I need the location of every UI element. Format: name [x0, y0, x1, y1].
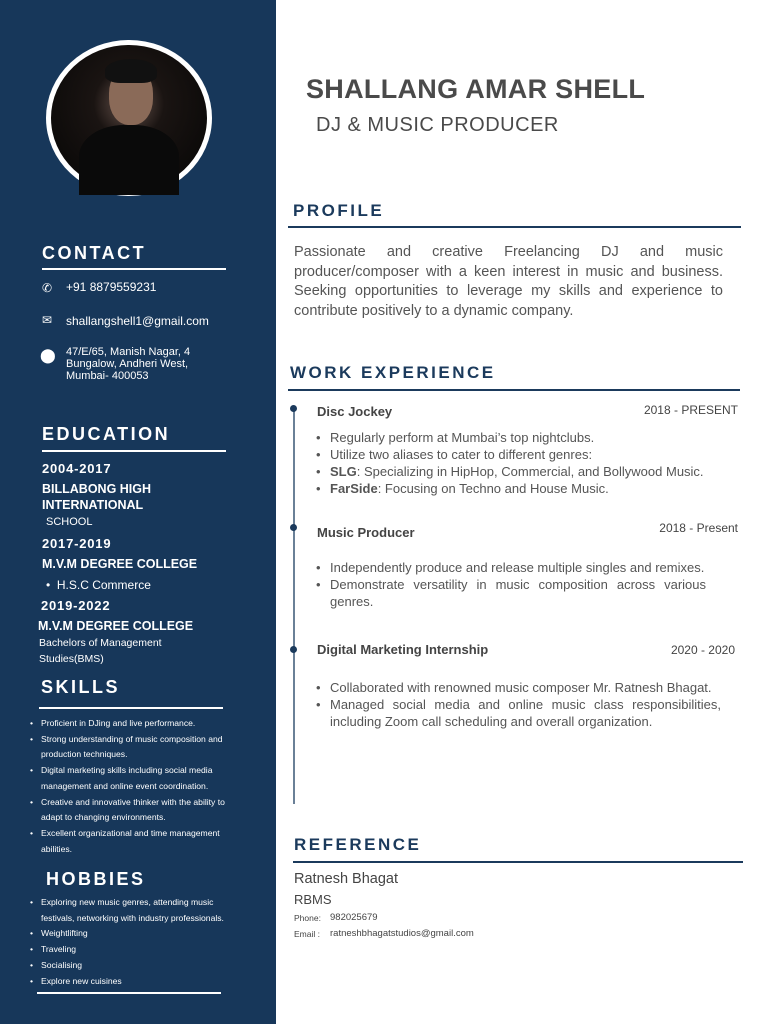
education-years: 2004-2017 — [42, 461, 112, 476]
contact-heading: CONTACT — [42, 243, 147, 263]
job-title: Music Producer — [317, 525, 415, 540]
profile-heading: PROFILE — [293, 201, 385, 220]
hobby-item: • Weightlifting — [29, 926, 247, 942]
skills-heading: SKILLS — [41, 677, 121, 697]
timeline-dot — [290, 646, 297, 653]
contact-phone: +91 8879559231 — [66, 280, 157, 294]
reference-name: Ratnesh Bhagat — [294, 871, 398, 887]
reference-phone: 982025679 — [330, 912, 378, 923]
hobby-item: • Traveling — [29, 942, 247, 958]
job-duty: • Independently produce and release multiple singles and remixes. — [314, 559, 706, 576]
email-icon: ✉ — [41, 313, 53, 327]
skill-item: • Proficient in DJing and live performance. — [29, 716, 247, 732]
candidate-name: SHALLANG AMAR SHELL — [306, 74, 646, 104]
hobby-item: • Explore new cuisines — [29, 974, 247, 990]
job-dates: 2018 - PRESENT — [643, 403, 738, 417]
alias-desc: : Focusing on Techno and House Music. — [377, 481, 609, 496]
job-dates: 2020 - 2020 — [670, 643, 735, 657]
job-duty — [314, 480, 744, 497]
skill-item: • Creative and innovative thinker with the ability to adapt to changing environments. — [29, 795, 247, 826]
alias-name: SLG — [330, 464, 357, 479]
work-heading: WORK EXPERIENCE — [290, 363, 496, 382]
job-dates: 2018 - Present — [659, 521, 738, 535]
reference-company: RBMS — [294, 892, 332, 907]
job-duties — [314, 679, 721, 730]
job-duty: • Collaborated with renowned music composer Mr. Ratnesh Bhagat. — [314, 679, 721, 696]
divider — [293, 861, 743, 863]
timeline-dot — [290, 524, 297, 531]
reference-phone-label: Phone: — [294, 913, 321, 923]
divider — [42, 268, 226, 270]
job-duty: • Demonstrate versatility in music composition across various genres. — [314, 576, 706, 610]
education-detail-text: H.S.C Commerce — [56, 578, 151, 592]
hobby-item: • Exploring new music genres, attending music festivals, networking with industry professionals. — [29, 895, 247, 926]
timeline-dot — [290, 405, 297, 412]
location-pin-icon: ⬤ — [40, 347, 56, 363]
address-line: Mumbai- 400053 — [66, 370, 149, 382]
profile-photo — [46, 40, 212, 196]
education-detail: Studies(BMS) — [39, 653, 104, 665]
skill-item: • Excellent organizational and time management abilities. — [29, 826, 247, 857]
alias-name: FarSide — [330, 481, 378, 496]
job-duty: • Regularly perform at Mumbai’s top nightclubs. — [314, 429, 744, 446]
job-title: Digital Marketing Internship — [317, 642, 489, 657]
reference-email: ratneshbhagatstudios@gmail.com — [330, 928, 474, 939]
hobby-item: • Socialising — [29, 958, 247, 974]
hobbies-heading: HOBBIES — [46, 869, 146, 889]
education-school: INTERNATIONAL — [42, 498, 144, 512]
skill-item: • Strong understanding of music composition and production techniques. — [29, 732, 247, 763]
education-school: M.V.M DEGREE COLLEGE — [42, 557, 198, 571]
address-line: Bungalow, Andheri West, — [66, 358, 189, 370]
divider — [37, 992, 221, 994]
contact-email: shallangshell1@gmail.com — [66, 314, 209, 328]
phone-icon: ✆ — [41, 281, 53, 295]
candidate-role: DJ & MUSIC PRODUCER — [316, 114, 559, 136]
divider — [288, 389, 740, 391]
address-line: 47/E/65, Manish Nagar, 4 — [66, 346, 191, 358]
reference-email-label: Email : — [294, 929, 320, 939]
sidebar — [0, 0, 276, 1024]
contact-address — [66, 346, 190, 382]
profile-text: Passionate and creative Freelancing DJ and music producer/composer with a keen interest in music and business. Seeking opportunities to leverage my skills and experience to contribute positively to a dynamic company. — [294, 244, 723, 319]
education-detail: Bachelors of Management — [39, 637, 162, 649]
job-duty: • Managed social media and online music class responsibilities, including Zoom call scheduling and overall organization. — [314, 696, 721, 730]
hobbies-list — [29, 895, 247, 989]
job-duty — [314, 463, 744, 480]
divider — [42, 450, 226, 452]
divider — [39, 707, 223, 709]
education-heading: EDUCATION — [42, 424, 171, 444]
job-duties — [314, 429, 744, 497]
education-detail: • H.S.C Commerce — [46, 578, 151, 592]
reference-heading: REFERENCE — [294, 835, 422, 854]
alias-desc: : Specializing in HipHop, Commercial, and Bollywood Music. — [356, 464, 704, 479]
divider — [288, 226, 741, 228]
education-school: BILLABONG HIGH — [42, 482, 152, 496]
job-duties — [314, 559, 706, 610]
education-school: M.V.M DEGREE COLLEGE — [38, 619, 194, 633]
skills-list — [29, 716, 247, 857]
skill-item: • Digital marketing skills including social media management and online event coordination. — [29, 763, 247, 794]
timeline-line — [293, 408, 295, 804]
education-years: 2019-2022 — [41, 598, 111, 613]
job-title: Disc Jockey — [317, 404, 393, 419]
education-years: 2017-2019 — [42, 536, 112, 551]
job-duty: • Utilize two aliases to cater to different genres: — [314, 446, 744, 463]
education-detail: SCHOOL — [46, 516, 93, 528]
